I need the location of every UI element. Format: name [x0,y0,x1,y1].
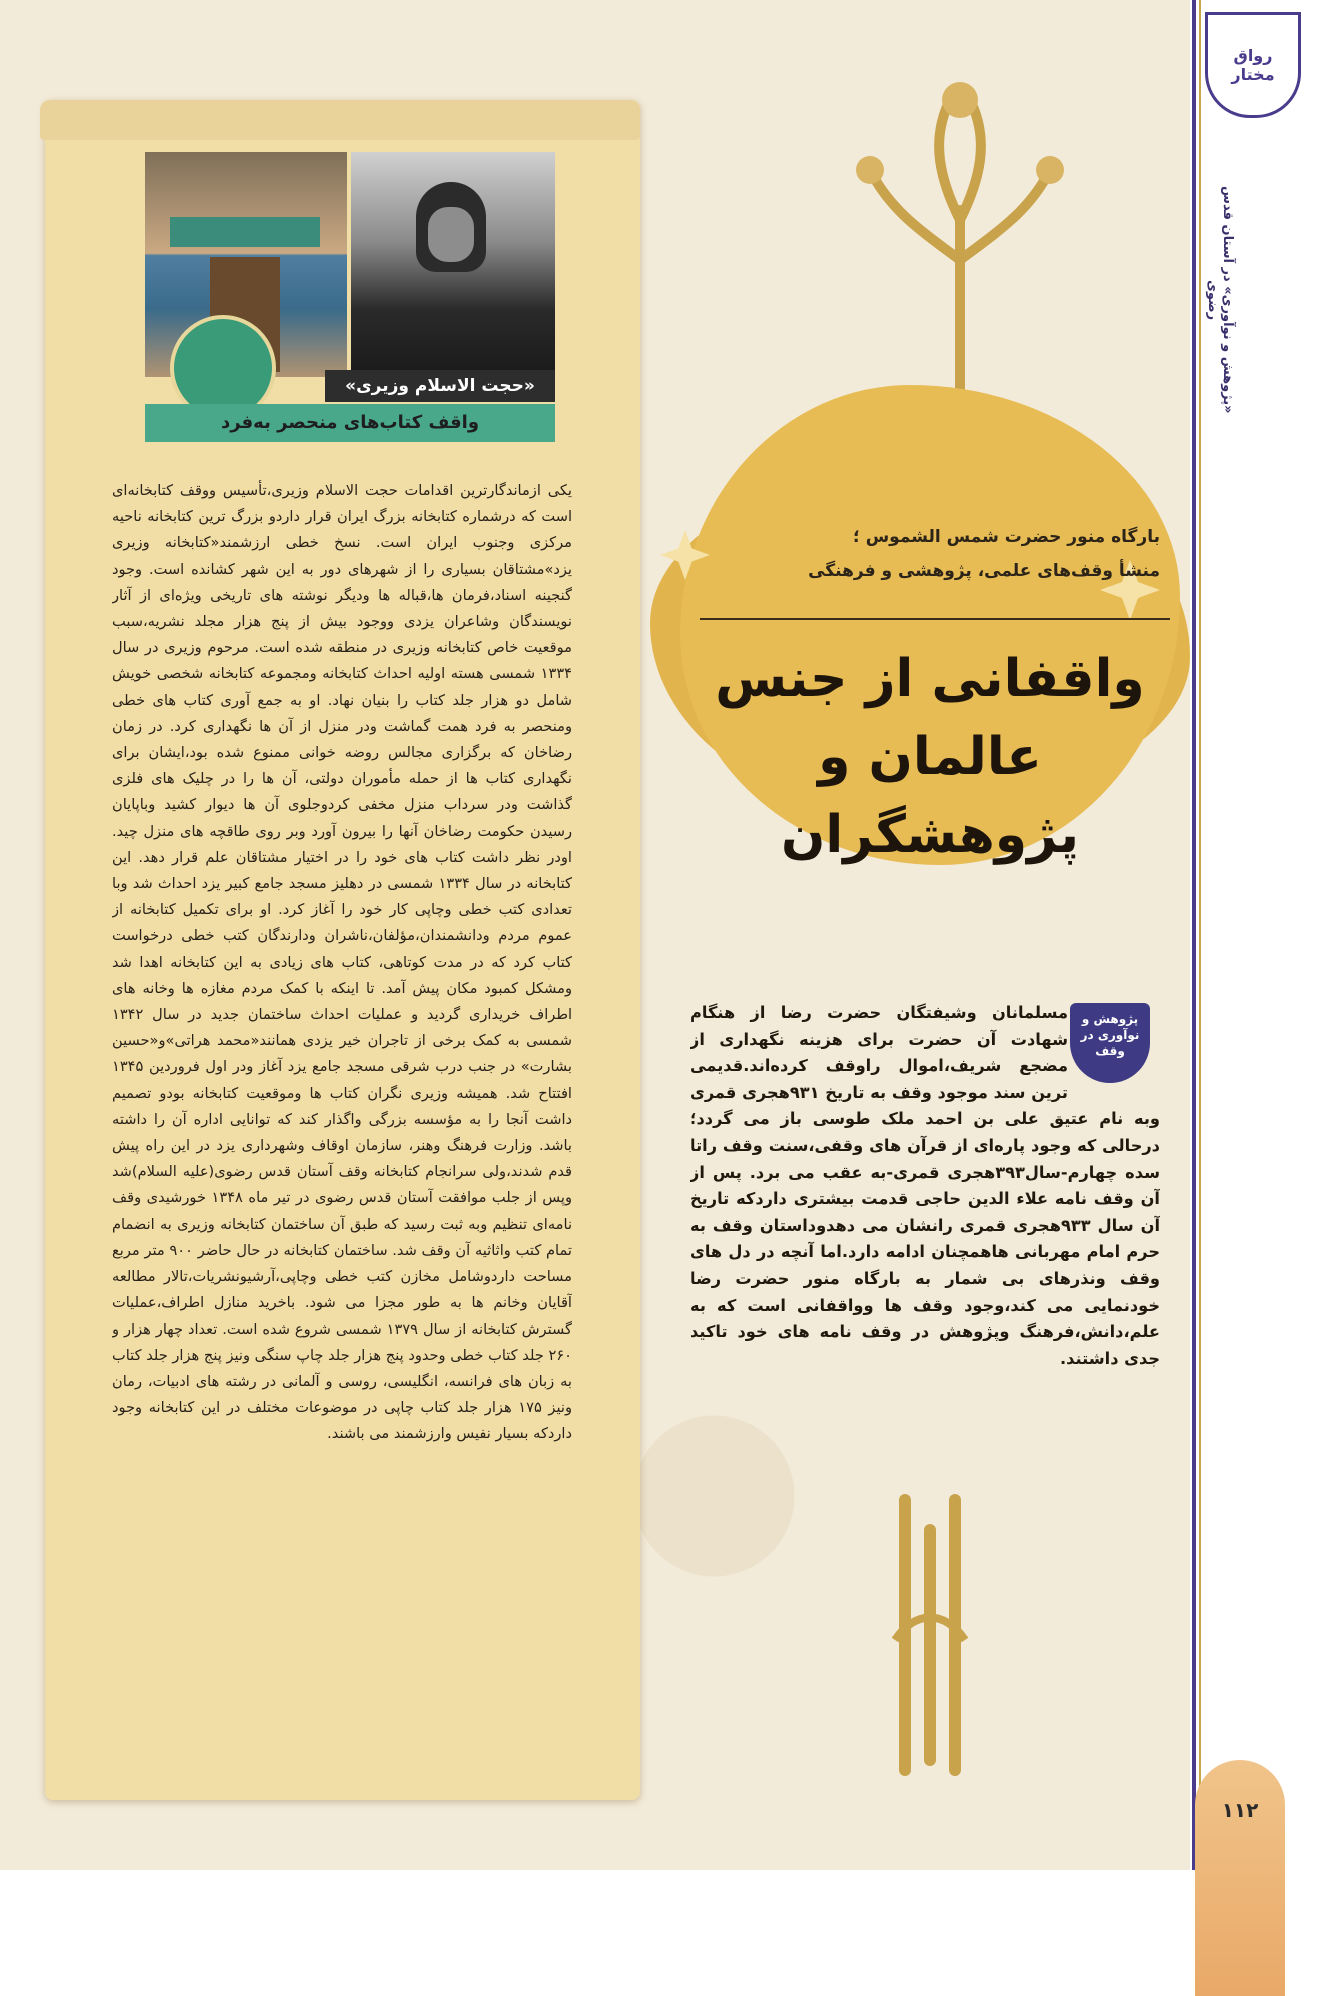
page-number: ۱۱۲ [1221,1798,1259,1822]
margin-rule [1192,0,1196,1870]
section-badge: پژوهش و نوآوری در وقف [1070,1003,1150,1083]
portrait-face [428,207,474,262]
article-intro-text: مسلمانان وشیفتگان حضرت رضا از هنگام شهادت آن حضرت برای هزینه نگهداری از مضجع شریف،اموال راوقف کرده‌اند.قدیمی ترین سند موجود وقف به تاریخ ۹۳۱هجری قمری وبه نام عتیق علی بن احمد ملک طوسی باز می گردد؛درحالی که وجود پاره‌ای از قرآن های وقفی،سنت وقف راتا سده چهارم-سال۳۹۳هجری قمری-به عقب می برد. پس از آن وقف نامه علاء الدین حاجی قدمت بیشتری داردکه تاریخ آن سال ۹۳۳هجری قمری رانشان می دهدوداستان وقف به حرم امام مهربانی هاهمچنان ادامه دارد.اما آنچه در دل های وقف ونذرهای بی شمار به بارگاه منور حضرت رضا خودنمایی می کند،وجود وقف ها وواقفانی است که به علم،دانش،فرهنگ وپژوهش در وقف نامه های خود تاکید جدی داشتند. [690,1003,1160,1368]
star-ornament-icon [660,530,710,580]
headline-line-1: واقفانی از جنس [715,649,1145,709]
caption-title: واقف کتاب‌های منحصر به‌فرد [145,404,555,442]
page-number-tab [1195,1760,1285,1996]
article-subtitle [720,520,1160,588]
subtitle-line-2: منشأ وقف‌های علمی، پژوهشی و فرهنگی [808,561,1160,581]
parchment-roll [40,100,640,140]
sidebar-body-text: یکی ازماندگارترین اقدامات حجت الاسلام وزیری،تأسیس ووقف کتابخانه‌ای است که درشماره کتابخانه بزرگ ایران قرار داردو بزرگ ترین کتابخانه ناحیه مرکزی وجنوب ایران است. نسخ خطی ارزشمند«کتابخانه وزیری یزد»مشتاقان بسیاری را از شهرهای دور به این شهر کشانده است. وجود گنجینه اسناد،فرمان ها،قباله ها ودیگر نوشته های تاریخی ویژه‌ای از آثار نویسندگان وشاعران یزدی ووجود بیش از پنج هزار مجلد نشریه،سبب موقعیت خاص کتابخانه وزیری در منطقه شده است. مرحوم وزیری در سال ۱۳۳۴ شمسی هسته اولیه احداث کتابخانه ومجموعه کتابخانه شخصی خویش شامل دو هزار جلد کتاب را بنیان نهاد. او به جمع آوری کتاب های خطی ومنحصر به فرد همت گماشت ودر منزل از آن ها نگهداری کرد. در زمان رضاخان که برگزاری مجالس روضه خوانی ممنوع شده بود،ایشان برای نگهداری کتاب ها از حمله مأموران دولتی، آن ها را در چلیک های فلزی گذاشت ودر سرداب منزل مخفی کردوجلوی آن ها دیوار کشید وباپایان رسیدن حکومت رضاخان آنها را بیرون آورد وبر روی طاقچه های منزل چید. اودر نظر داشت کتاب های خود را در اختیار مشتاقان علم قرار دهد. این کتابخانه در سال ۱۳۳۴ شمسی در دهلیز مسجد جامع کبیر یزد احداث شد وبا تعدادی کتب خطی وچاپی کار خود را آغاز کرد. او برای تکمیل کتابخانه از عموم مردم ودانشمندان،مؤلفان،ناشران ودارندگان کتب خطی درخواست کتاب کرد که در مدت کوتاهی، کتاب های زیادی به این کتابخانه اهدا شد ومشکل کمبود مکان پیش آمد. تا اینکه با کمک مردم مغازه ها وخانه های اطراف خریداری گردید و عملیات احداث ساختمان جدید در سال ۱۳۴۲ شمسی به کمک برخی از تاجران خیر یزدی همانند«محمد هراتی»و«حسین بشارت» در جنب درب شرقی مسجد جامع یزد آغاز ودر اول فروردین ۱۳۴۵ افتتاح شد. همیشه وزیری نگران کتاب ها وموقعیت کتابخانه بودو تصمیم داشت آنجا را به مؤسسه بزرگی واگذار کند که توانایی اداره آن را داشته باشد. وزارت فرهنگ وهنر، سازمان اوقاف وشهرداری یزد در این راه پیش قدم شدند،ولی سرانجام کتابخانه وقف آستان قدس رضوی(علیه السلام)شد وپس از جلب موافقت آستان قدس رضوی در تیر ماه ۱۳۴۸ خورشیدی وقف نامه‌ای تنظیم وبه ثبت رسید که طبق آن ساختمان کتابخانه وزیری به انضمام تمام کتب واثاثیه آن وقف شد. ساختمان کتابخانه در حال حاضر ۹۰۰ متر مربع مساحت داردوشامل مخازن کتب خطی وچاپی،آرشیونشریات،تالار مطالعه آقایان وخانم ها به طور مجزا می شود. باخرید منازل اطراف،عملیات گسترش کتابخانه از سال ۱۳۷۹ شمسی شروع شده است. تعداد چهار هزار و ۲۶۰ جلد کتاب خطی وحدود پنج هزار جلد چاپ سنگی ونیز پنج هزار جلد کتاب به زبان های فرانسه، انگلیسی، روسی و آلمانی در رشته های ادبیات، رمان ونیز ۱۷۵ هزار جلد کتاب چاپی در موضوعات مختلف در این کتابخانه وجود داردکه بسیار نفیس وارزشمند می باشند. [112,482,572,1443]
subtitle-line-1: بارگاه منور حضرت شمس الشموس ؛ [853,527,1160,547]
section-side-label: «پژوهش و نوآوری» در آستان قدس رضوی [1205,186,1235,414]
subtitle-divider [700,618,1170,620]
tree-ornament-icon [830,60,1090,390]
caption-name: «حجت الاسلام وزیری» [325,370,555,402]
sidebar-caption [145,370,555,450]
magazine-logo [1205,12,1301,118]
article-intro [690,1000,1160,1480]
logo-text: رواق مختار [1231,46,1275,84]
article-headline [690,640,1170,874]
headline-line-2: عالمان و پژوهشگران [781,727,1079,865]
portrait-photo [351,152,555,377]
calligraphy-ornament-icon [885,1490,975,1780]
badge-spacer [1068,1000,1160,1084]
library-sign [170,217,320,247]
margin-rule-gold [1199,0,1201,1870]
